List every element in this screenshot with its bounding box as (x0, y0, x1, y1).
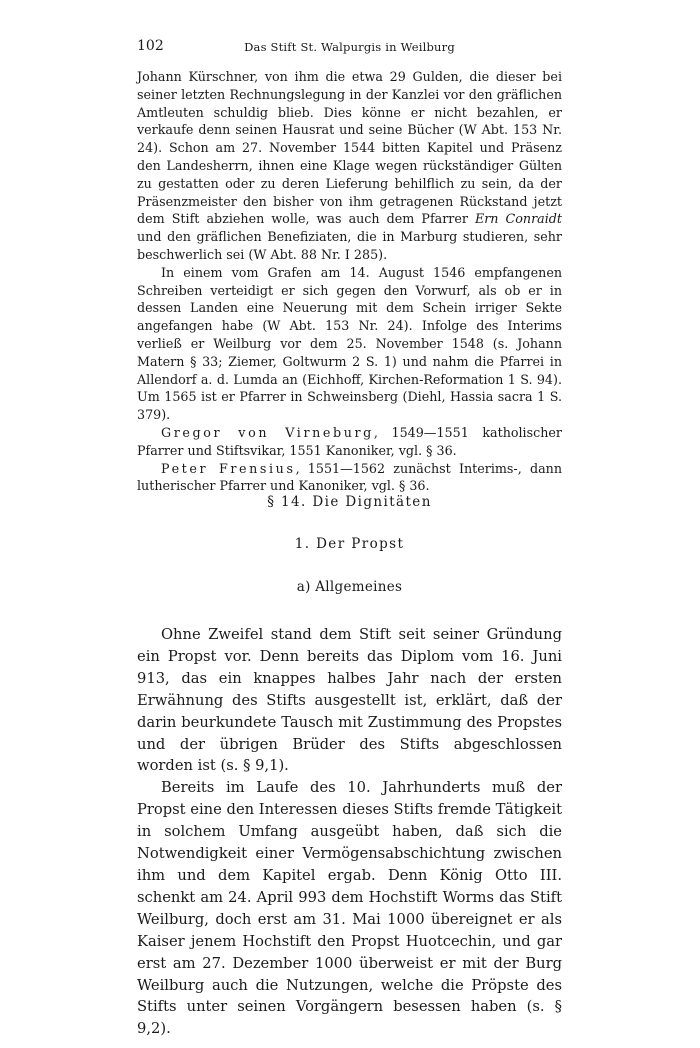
main-body-text (137, 624, 562, 1040)
entry-text: , 1551—1562 zunächst Interims-, dann lutherischer Pfarrer und Kanoniker, vgl. § 36. (137, 460, 562, 494)
subsubsection-heading: a) Allgemeines (296, 579, 403, 595)
paragraph: In einem vom Grafen am 14. August 1546 empfangenen Schreiben verteidigt er sich gegen den Vorwurf, als ob er in dessen Landen eine Neuerung mit dem Schein irriger Sekte angefangen habe (W Abt. 153 Nr. 24). Infolge des Interims verließ er Weilburg vor dem 25. November 1548 (s. Johann Matern § 33; Ziemer, Goltwurm 2 S. 1) und nahm die Pfarrei in Allendorf a. d. Lumda an (Eichhoff, Kirchen-Reformation 1 S. 94). Um 1565 ist er Pfarrer in Schweinsberg (Diehl, Hassia sacra 1 S. 379). (137, 264, 562, 423)
text-run: und den gräflichen Benefiziaten, die in Marburg studieren, sehr beschwerlich sei (W Abt. 88 Nr. I 285). (137, 229, 562, 262)
paragraph (137, 68, 562, 264)
continued-biography-text (137, 68, 562, 495)
paragraph: Ohne Zweifel stand dem Stift seit seiner Gründung ein Propst vor. Denn bereits das Diplom vom 16. Juni 913, das ein knappes halbes Jahr nach der ersten Erwähnung des Stifts ausgestellt ist, erklärt, daß der darin beurkundete Tausch mit Zustimmung des Propstes und der übrigen Brüder des Stifts abgeschlossen worden ist (s. § 9,1). (137, 626, 562, 775)
page-header (137, 38, 562, 58)
text-run: Johann Kürschner, von ihm die etwa 29 Gulden, die dieser bei seiner letzten Rechnungslegung in der Kanzlei vor den gräflichen Amtleuten schuldig blieb. Dies könne er nicht bezahlen, er verkaufe denn seinen Hausrat und seine Bücher (W Abt. 153 Nr. 24). Schon am 27. November 1544 bitten Kapitel und Präsenz den Landesherrn, ihnen eine Klage wegen rückständiger Gülten zu gestatten oder zu deren Lieferung behilflich zu sein, da der Präsenzmeister den bisher von ihm getragenen Rückstand jetzt dem Stift abziehen wolle, was auch dem Pfarrer (137, 69, 562, 227)
running-title: Das Stift St. Walpurgis in Weilburg (244, 40, 455, 54)
section-heading: § 14. Die Dignitäten (267, 494, 432, 510)
italic-name: Ern Conraidt (474, 211, 562, 227)
paragraph: Bereits im Laufe des 10. Jahrhunderts muß der Propst eine den Interessen dieses Stifts fremde Tätigkeit in solchem Umfang ausgeübt haben, daß sich die Notwendigkeit einer Vermögensabschichtung zwischen ihm und dem Kapitel ergab. Denn König Otto III. schenkt am 24. April 993 dem Hochstift Worms das Stift Weilburg, doch erst am 31. Mai 1000 übereignet er als Kaiser jenem Hochstift den Propst Huotcechin, und gar erst am 27. Dezember 1000 überweist er mit der Burg Weilburg auch die Nutzungen, welche die Pröpste des Stifts unter seinen Vorgängern besessen haben (s. § 9,2). (137, 779, 562, 1038)
person-name: Gregor von Virneburg (161, 424, 374, 440)
entry-gregor (137, 424, 562, 460)
person-name: Peter Frensius (161, 460, 296, 476)
subsection-heading: 1. Der Propst (294, 536, 405, 552)
entry-peter (137, 460, 562, 496)
page-number: 102 (137, 38, 164, 54)
entry-text: , 1549—1551 katholischer Pfarrer und Stiftsvikar, 1551 Kanoniker, vgl. § 36. (137, 424, 562, 458)
